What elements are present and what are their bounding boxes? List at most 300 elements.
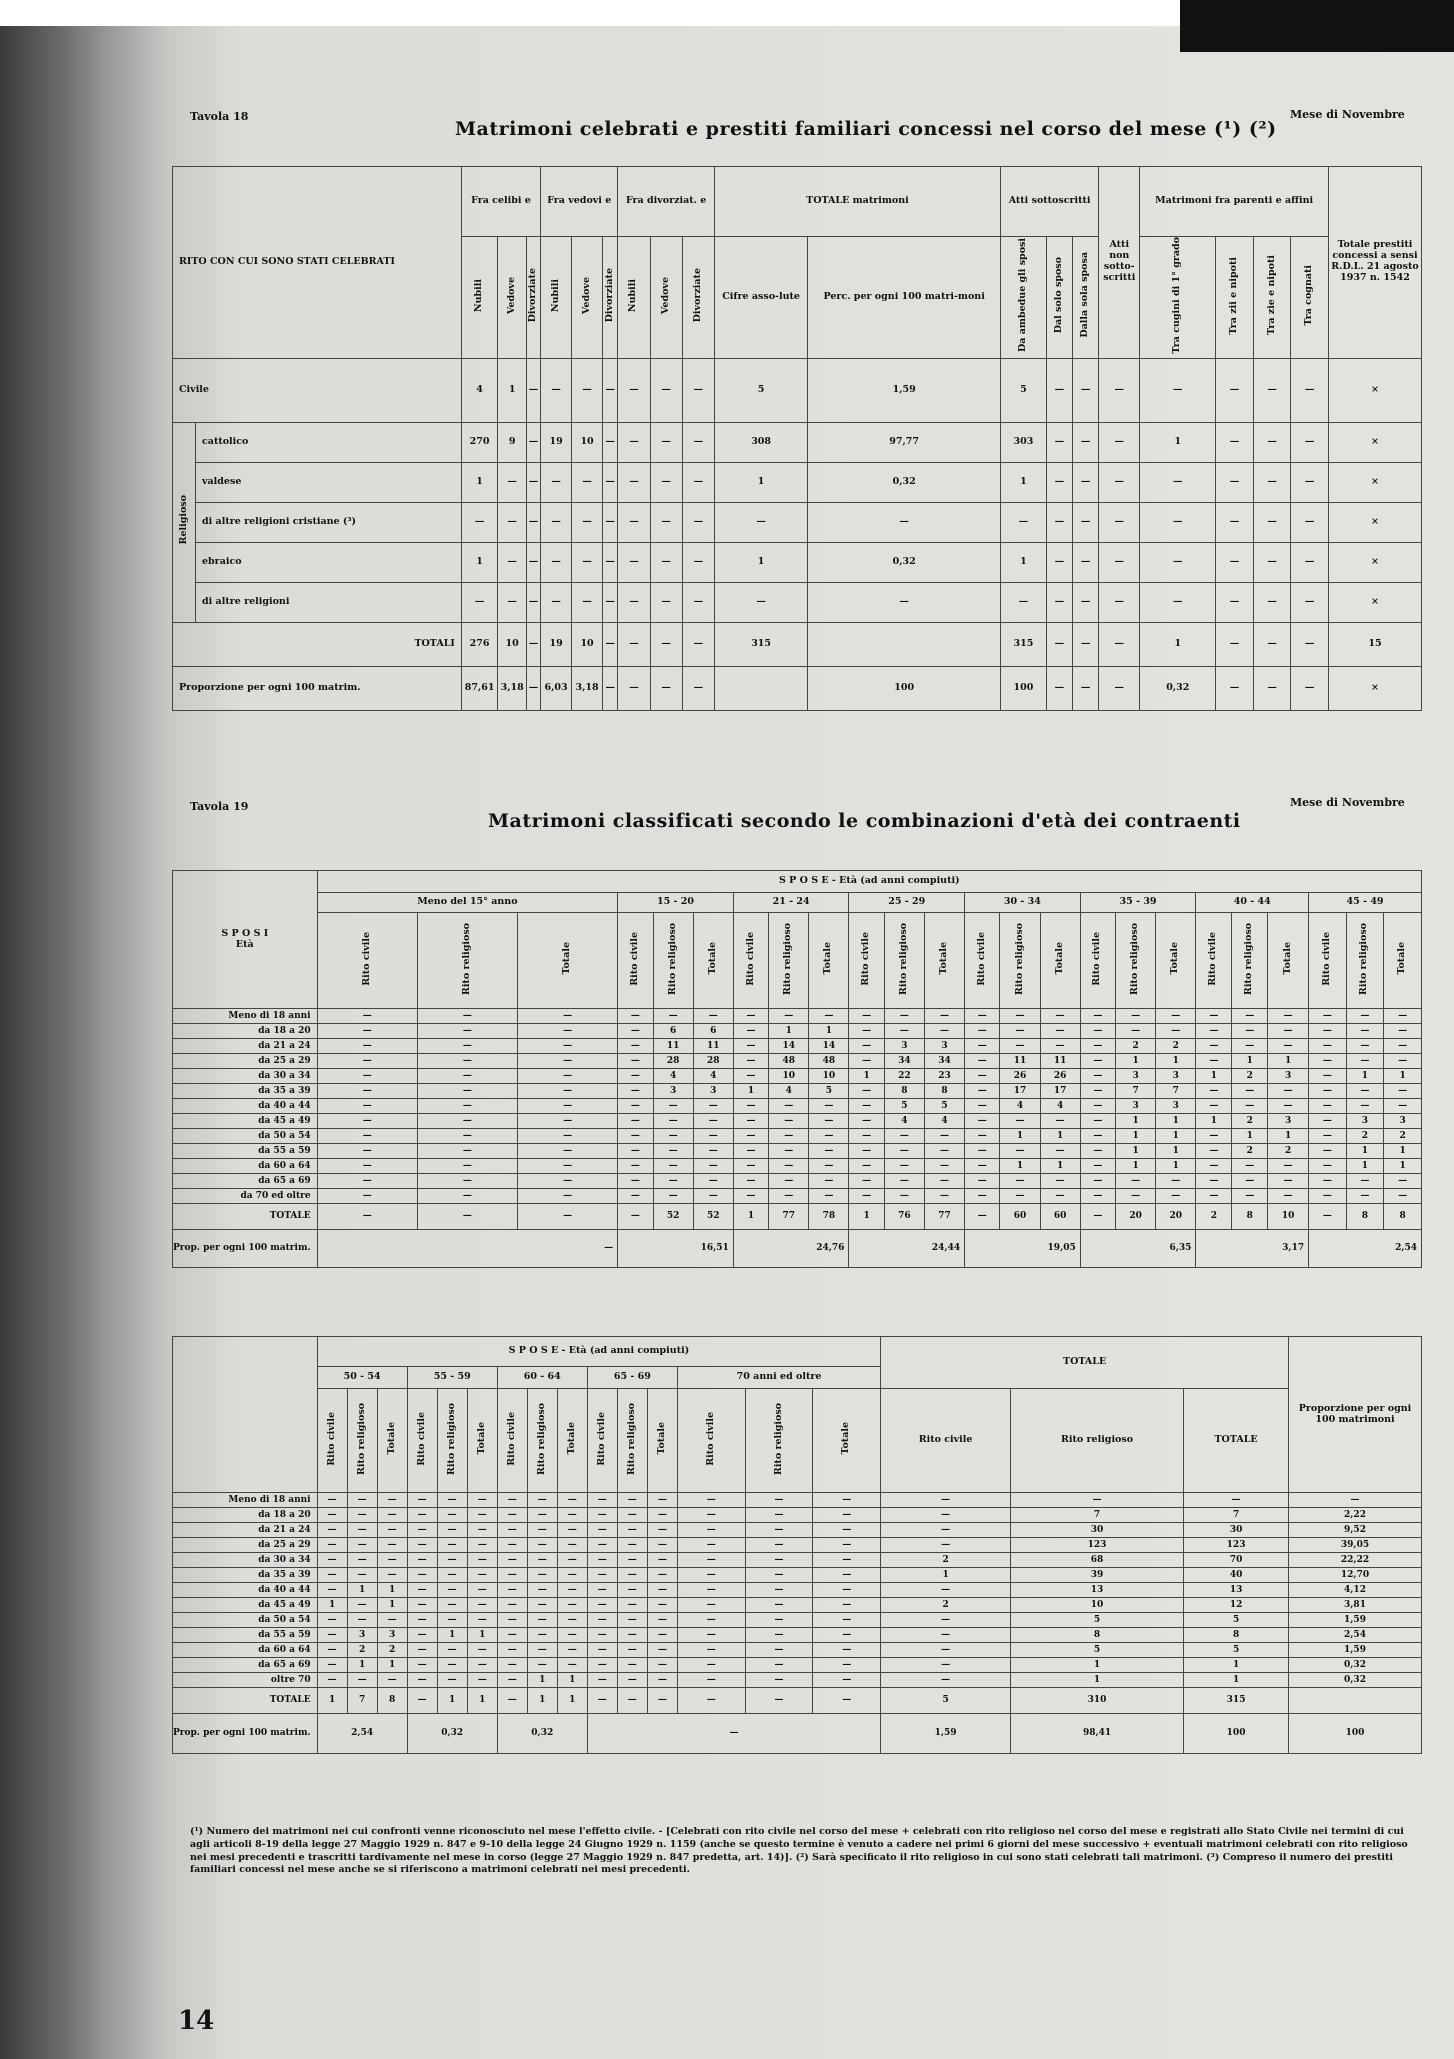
t19-cell: —	[849, 1189, 884, 1204]
t19-cell: —	[733, 1009, 768, 1024]
t18-cell: 1,59	[808, 358, 1001, 422]
t19b-cell: —	[813, 1688, 881, 1714]
t19b-sub-4-1-text: Rito religioso	[772, 1402, 784, 1475]
t18-cell	[808, 622, 1001, 666]
t19-cell: —	[1196, 1174, 1232, 1189]
t18-cell: —	[1140, 542, 1216, 582]
t19-cell: 3	[1384, 1114, 1422, 1129]
t18-cell: —	[572, 502, 603, 542]
t19b-cell: —	[467, 1673, 497, 1688]
t19-row	[173, 1144, 1422, 1159]
t19-cell: —	[618, 1039, 653, 1054]
t19b-cell: —	[1289, 1493, 1422, 1508]
t19b-cell: —	[527, 1643, 557, 1658]
t19b-cell: —	[813, 1643, 881, 1658]
t19b-cell: —	[407, 1553, 437, 1568]
t19b-cell: —	[557, 1583, 587, 1598]
t19-cell: —	[693, 1159, 733, 1174]
t19b-cell: —	[881, 1538, 1011, 1553]
t18-cell: —	[572, 358, 603, 422]
t19-cell: —	[317, 1204, 417, 1230]
t18-cell: 0,32	[808, 462, 1001, 502]
t19-cell: —	[809, 1114, 849, 1129]
t19b-cell: —	[437, 1493, 467, 1508]
t18-cell: 1	[498, 358, 527, 422]
t18-cell: ×	[1329, 666, 1422, 710]
t19b-cell: —	[677, 1523, 745, 1538]
t18-fra-celibi: Fra celibi e	[461, 167, 540, 237]
t18-cell: —	[572, 462, 603, 502]
t19-sposi-label: S P O S I	[221, 927, 269, 939]
t18-par-sub-1-text: Tra zii e nipoti	[1228, 256, 1240, 335]
t19-cell: —	[924, 1174, 964, 1189]
t19-sub-4-0	[965, 913, 1000, 1009]
t18-cell: —	[682, 582, 714, 622]
t18-cell: 1	[461, 462, 497, 502]
t19-cell: 4	[1040, 1099, 1080, 1114]
t19-cell: —	[618, 1069, 653, 1084]
t19b-cell: 5	[1010, 1613, 1183, 1628]
t19b-cell: —	[647, 1508, 677, 1523]
t19b-cell: —	[587, 1658, 617, 1673]
t18-cell: —	[618, 502, 650, 542]
t19-cell: —	[1196, 1009, 1232, 1024]
t19-cell: —	[849, 1024, 884, 1039]
t19-cell: —	[1346, 1174, 1384, 1189]
t18-cell: —	[603, 422, 618, 462]
t19-cell: —	[1196, 1084, 1232, 1099]
t19-cell: —	[1232, 1024, 1268, 1039]
t19b-cell: —	[813, 1493, 881, 1508]
t19b-cell: —	[881, 1523, 1011, 1538]
t19-cell: —	[618, 1144, 653, 1159]
t18-cell: —	[1099, 666, 1140, 710]
t19-sub-1-2-text: Totale	[706, 942, 718, 975]
t19-cell: —	[693, 1099, 733, 1114]
t19-cell: —	[1000, 1009, 1040, 1024]
t19-cell: —	[1384, 1174, 1422, 1189]
t19-label: Tavola 19	[190, 800, 249, 813]
t19b-cell: —	[745, 1613, 813, 1628]
t19-age-label: da 30 a 34	[173, 1069, 318, 1084]
t19-cell: —	[417, 1144, 517, 1159]
t19b-cell: —	[677, 1553, 745, 1568]
t18-cell: —	[1253, 542, 1291, 582]
t19-cell: —	[965, 1069, 1000, 1084]
t19b-cell: —	[587, 1688, 617, 1714]
t19-cell: 3	[1116, 1099, 1156, 1114]
t19b-cell: —	[617, 1538, 647, 1553]
t18-cell: —	[603, 502, 618, 542]
t18-sub-6	[618, 237, 650, 359]
t19-cell: —	[965, 1159, 1000, 1174]
t19-cell: —	[1196, 1099, 1232, 1114]
t18-cell: 100	[808, 666, 1001, 710]
t18-atti-sub-2	[1073, 237, 1099, 359]
t19b-group-3: 65 - 69	[587, 1367, 677, 1389]
t19-cell: —	[417, 1204, 517, 1230]
t19-cell: —	[1080, 1039, 1115, 1054]
t19-cell: —	[1196, 1189, 1232, 1204]
t19b-cell: —	[557, 1538, 587, 1553]
t19-cell: 4	[884, 1114, 924, 1129]
t19-cell: —	[517, 1129, 617, 1144]
t18-cell: —	[1216, 666, 1254, 710]
t19b-cell: —	[647, 1643, 677, 1658]
t18-totale-matrimoni: TOTALE matrimoni	[714, 167, 1000, 237]
t19-cell: 1	[1156, 1129, 1196, 1144]
t19-cell: —	[733, 1054, 768, 1069]
t19b-cell: —	[347, 1613, 377, 1628]
t18-cell: —	[1291, 502, 1329, 542]
t19b-cell: —	[497, 1673, 527, 1688]
t19b-cell: —	[557, 1628, 587, 1643]
t19b-cell: —	[881, 1613, 1011, 1628]
t19-cell: —	[809, 1009, 849, 1024]
t19b-sub-3-2	[647, 1389, 677, 1493]
t19b-cell: —	[377, 1568, 407, 1583]
t19b-cell: 310	[1010, 1688, 1183, 1714]
t19b-cell: —	[347, 1568, 377, 1583]
t19b-cell: —	[745, 1583, 813, 1598]
page-number: 14	[178, 2006, 215, 2036]
t19b-cell: —	[407, 1688, 437, 1714]
t19b-cell: —	[497, 1493, 527, 1508]
t19-cell: 1	[1116, 1144, 1156, 1159]
t19-cell: —	[653, 1174, 693, 1189]
t19-cell: —	[1268, 1099, 1309, 1114]
t19-cell: 1	[1268, 1054, 1309, 1069]
t18-cell: 276	[461, 622, 497, 666]
t18-cell: —	[714, 502, 807, 542]
t19b-cell: —	[317, 1613, 347, 1628]
t19-cell: 4	[1000, 1099, 1040, 1114]
t19b-cell: —	[745, 1508, 813, 1523]
t19-sub-1-0	[618, 913, 653, 1009]
t19b-cell: 2	[347, 1643, 377, 1658]
t19b-sub-1-1-text: Rito religioso	[445, 1402, 457, 1475]
t19-cell: —	[1196, 1054, 1232, 1069]
t19-age-label: da 25 a 29	[173, 1054, 318, 1069]
t19b-cell: —	[407, 1628, 437, 1643]
t19-cell: 4	[769, 1084, 809, 1099]
t18-cell: —	[603, 358, 618, 422]
t19b-cell: —	[407, 1658, 437, 1673]
t19-cell: —	[924, 1024, 964, 1039]
t18-month: Mese di Novembre	[1290, 108, 1405, 121]
t19b-cell: —	[497, 1568, 527, 1583]
t19b-group-0: 50 - 54	[317, 1367, 407, 1389]
t18-cell: 303	[1000, 422, 1046, 462]
t19-age-label: da 45 a 49	[173, 1114, 318, 1129]
t19-cell: —	[693, 1144, 733, 1159]
t19b-group-4: 70 anni ed oltre	[677, 1367, 880, 1389]
t18-cell: —	[526, 422, 540, 462]
t19-cell: —	[1080, 1024, 1115, 1039]
t19b-cell: —	[437, 1643, 467, 1658]
t19b-cell: —	[617, 1583, 647, 1598]
t19-cell: —	[733, 1039, 768, 1054]
t18-row-label: Civile	[173, 358, 462, 422]
t19-sub-3-1	[884, 913, 924, 1009]
t19b-cell: —	[587, 1613, 617, 1628]
t18-cell: —	[1216, 422, 1254, 462]
t19-cell: 60	[1000, 1204, 1040, 1230]
t19-sub-0-1	[417, 913, 517, 1009]
t19b-cell: —	[617, 1658, 647, 1673]
t18-cell: —	[1046, 622, 1072, 666]
t19b-cell: 13	[1184, 1583, 1289, 1598]
t19-cell: —	[1080, 1069, 1115, 1084]
t19-cell: —	[618, 1024, 653, 1039]
t19-cell: 20	[1156, 1204, 1196, 1230]
t19-cell: —	[693, 1114, 733, 1129]
t19-cell: —	[1040, 1114, 1080, 1129]
t19-cell: —	[517, 1084, 617, 1099]
t19-cell: 11	[1040, 1054, 1080, 1069]
t19-cell: —	[733, 1174, 768, 1189]
t19-cell: —	[1232, 1099, 1268, 1114]
t19-cell: —	[653, 1144, 693, 1159]
t18-row-label: di altre religioni	[196, 582, 462, 622]
t19-cell: —	[733, 1159, 768, 1174]
t19b-cell: —	[587, 1673, 617, 1688]
t19b-cell: —	[647, 1538, 677, 1553]
t18-cell: —	[572, 542, 603, 582]
t19b-cell: —	[587, 1553, 617, 1568]
t19-group-3: 25 - 29	[849, 893, 965, 913]
t19-cell: —	[965, 1084, 1000, 1099]
t19b-cell: —	[617, 1673, 647, 1688]
t19-cell: —	[849, 1099, 884, 1114]
t19b-cell: —	[497, 1643, 527, 1658]
t19-prop-cell: 3,17	[1196, 1230, 1309, 1268]
t19-cell: 3	[1268, 1114, 1309, 1129]
t19b-cell: 1	[377, 1583, 407, 1598]
t19-cell: 1	[1116, 1054, 1156, 1069]
t18-cell: —	[603, 542, 618, 582]
t19-cell: 3	[1156, 1099, 1196, 1114]
t19b-cell: —	[617, 1628, 647, 1643]
t19-sub-0-2	[517, 913, 617, 1009]
t18-cell: —	[1216, 622, 1254, 666]
t19-cell: —	[809, 1189, 849, 1204]
t19-cell: —	[965, 1189, 1000, 1204]
t19-cell: 14	[769, 1039, 809, 1054]
t19-cell: —	[1156, 1189, 1196, 1204]
t19b-row	[173, 1493, 1422, 1508]
t18-atti-sub-1-text: Dal solo sposo	[1052, 257, 1064, 334]
t18-cell: —	[1073, 422, 1099, 462]
t18-atti-sub-2-text: Dalla sola sposa	[1079, 252, 1091, 339]
t18-cell: —	[808, 582, 1001, 622]
t19-cell: 48	[809, 1054, 849, 1069]
t18-cell: —	[572, 582, 603, 622]
t19-cell: —	[1309, 1174, 1347, 1189]
t19b-row	[173, 1508, 1422, 1523]
t19b-cell: —	[587, 1508, 617, 1523]
t18-cell: 5	[714, 358, 807, 422]
t19-cell: 28	[653, 1054, 693, 1069]
t19-cell: —	[809, 1129, 849, 1144]
t18-cell: ×	[1329, 542, 1422, 582]
t19b-sub-3-2-text: Totale	[655, 1422, 667, 1455]
t19b-cell: 1	[467, 1628, 497, 1643]
t18-row	[173, 358, 1422, 422]
t19b-cell: —	[407, 1673, 437, 1688]
t19-cell: 5	[809, 1084, 849, 1099]
t19-cell: —	[1384, 1084, 1422, 1099]
t18-row-label: di altre religioni cristiane (³)	[196, 502, 462, 542]
t18-cell: 10	[498, 622, 527, 666]
t19b-cell: —	[437, 1523, 467, 1538]
t19-cell: —	[417, 1174, 517, 1189]
t19-sub-3-0-text: Rito civile	[860, 931, 872, 986]
t19-cell: 2	[1384, 1129, 1422, 1144]
t19-cell: —	[924, 1144, 964, 1159]
t18-par-sub-0-text: Tra cugini di 1° grado	[1171, 237, 1183, 354]
t19b-age-label: da 21 a 24	[173, 1523, 318, 1538]
corner-shadow	[1180, 0, 1454, 52]
t18-cell: —	[650, 422, 682, 462]
t19-cell: —	[769, 1144, 809, 1159]
t19-sub-7-0-text: Rito civile	[1320, 931, 1332, 986]
t19-cell: —	[1080, 1204, 1115, 1230]
t18-cell: 315	[1000, 622, 1046, 666]
t19-cell: —	[1040, 1144, 1080, 1159]
t19-cell: 1	[849, 1069, 884, 1084]
t19b-cell: —	[617, 1688, 647, 1714]
t19b-cell: —	[677, 1538, 745, 1553]
t19-cell: —	[317, 1069, 417, 1084]
t19b-cell: 8	[1010, 1628, 1183, 1643]
t19-cell: 1	[809, 1024, 849, 1039]
t19b-cell: —	[347, 1598, 377, 1613]
t19b-cell: —	[647, 1658, 677, 1673]
t19b-cell: —	[677, 1673, 745, 1688]
t19b-cell: —	[407, 1643, 437, 1658]
t19-cell: —	[733, 1024, 768, 1039]
t19b-prop-row	[173, 1714, 1422, 1754]
t19-cell: —	[618, 1054, 653, 1069]
t19-totale-row	[173, 1204, 1422, 1230]
t18-cell: 15	[1329, 622, 1422, 666]
t19b-cell: 1	[467, 1688, 497, 1714]
t19-group-2: 21 - 24	[733, 893, 849, 913]
t19-cell: —	[317, 1174, 417, 1189]
t19b-cell: 2,54	[1289, 1628, 1422, 1643]
t18-cell: ×	[1329, 502, 1422, 542]
t19-cell: 5	[924, 1099, 964, 1114]
t19-prop-row	[173, 1230, 1422, 1268]
t18-cell: —	[682, 622, 714, 666]
t19b-cell: —	[587, 1568, 617, 1583]
t19b-cell: 3,81	[1289, 1598, 1422, 1613]
t19-cell: —	[653, 1129, 693, 1144]
t18-cell: —	[1073, 462, 1099, 502]
t18-totali-row-label: TOTALI	[173, 622, 462, 666]
t19-cell: 1	[1000, 1159, 1040, 1174]
t19-cell: —	[769, 1174, 809, 1189]
t19-cell: —	[1080, 1129, 1115, 1144]
t19b-spose-header: S P O S E - Età (ad anni compiuti)	[317, 1337, 881, 1367]
t19-cell: —	[884, 1174, 924, 1189]
t19b-cell: —	[527, 1598, 557, 1613]
t19-cell: —	[1384, 1009, 1422, 1024]
t19b-cell: 1	[557, 1673, 587, 1688]
t19-cell: 1	[1156, 1159, 1196, 1174]
t18-cell: 100	[1000, 666, 1046, 710]
t19-cell: —	[1309, 1099, 1347, 1114]
t18-cell: 1	[714, 462, 807, 502]
t19b-prop-cell: 0,32	[497, 1714, 587, 1754]
t19-sub-3-2	[924, 913, 964, 1009]
t19b-cell: —	[527, 1628, 557, 1643]
t18-cell: —	[461, 582, 497, 622]
t19-cell: —	[1080, 1009, 1115, 1024]
t19b-sub-1-2	[467, 1389, 497, 1493]
t18-cell: —	[526, 502, 540, 542]
t19b-sub-0-2-text: Totale	[385, 1422, 397, 1455]
t19-row	[173, 1024, 1422, 1039]
t19b-cell: —	[587, 1643, 617, 1658]
t18-cell	[714, 666, 807, 710]
t19-cell: —	[1196, 1129, 1232, 1144]
t19b-cell: —	[377, 1538, 407, 1553]
t19-cell: 2	[1268, 1144, 1309, 1159]
t19b-cell: 4,12	[1289, 1583, 1422, 1598]
t19b-cell: —	[587, 1523, 617, 1538]
t19-cell: —	[517, 1114, 617, 1129]
t18-cell: —	[618, 542, 650, 582]
t19-cell: —	[1080, 1054, 1115, 1069]
t19b-cell: 1,59	[1289, 1613, 1422, 1628]
t19-cell: —	[1040, 1189, 1080, 1204]
t19-sub-0-0	[317, 913, 417, 1009]
t19b-row	[173, 1598, 1422, 1613]
t18-cell: —	[1099, 542, 1140, 582]
t18-cell: —	[1046, 542, 1072, 582]
t18-perc: Perc. per ogni 100 matri-moni	[808, 237, 1001, 359]
t19-cell: 28	[693, 1054, 733, 1069]
t19b-cell: —	[557, 1598, 587, 1613]
t19-cell: —	[1309, 1144, 1347, 1159]
t19b-prop-cell: 2,54	[317, 1714, 407, 1754]
t18-sub-4	[572, 237, 603, 359]
t19-age-label: da 55 a 59	[173, 1144, 318, 1159]
t19b-cell: 1	[557, 1688, 587, 1714]
t19-cell: 6	[653, 1024, 693, 1039]
t18-atti-sottoscritti: Atti sottoscritti	[1000, 167, 1098, 237]
t19-cell: —	[1309, 1114, 1347, 1129]
t19b-row	[173, 1628, 1422, 1643]
t19-cell: —	[965, 1099, 1000, 1114]
t19-cell: —	[317, 1039, 417, 1054]
t19b-cell: —	[407, 1508, 437, 1523]
t19-sub-3-1-text: Rito religioso	[897, 922, 909, 995]
t19-cell: —	[1000, 1039, 1040, 1054]
t19-prop-cell: —	[317, 1230, 618, 1268]
t19b-cell: —	[497, 1613, 527, 1628]
t19b-cell: 123	[1010, 1538, 1183, 1553]
t18-sub-0	[461, 237, 497, 359]
t19-sub-5-1	[1116, 913, 1156, 1009]
t18-cell: 1	[1000, 462, 1046, 502]
t19b-cell: 7	[1010, 1508, 1183, 1523]
t19-cell: —	[693, 1009, 733, 1024]
t19-row	[173, 1174, 1422, 1189]
t19-cell: —	[417, 1129, 517, 1144]
